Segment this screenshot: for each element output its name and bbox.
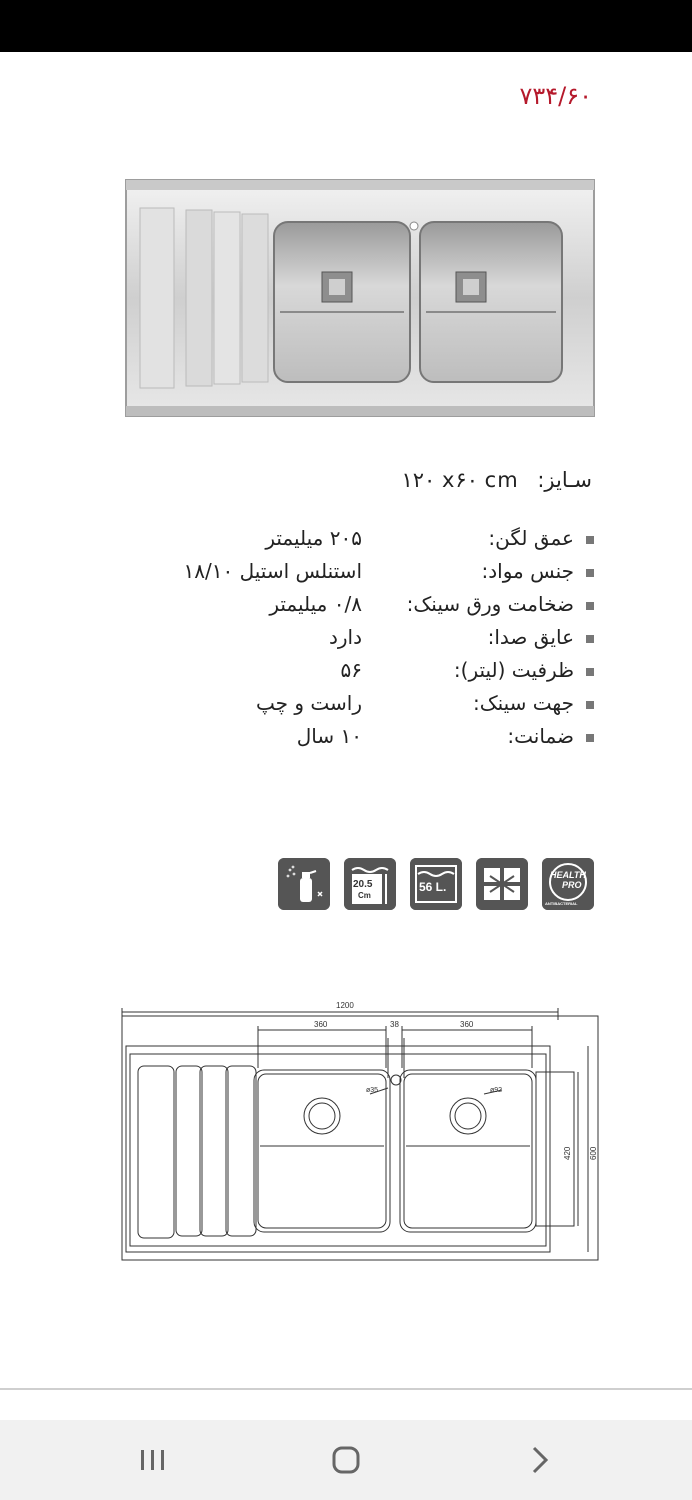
back-icon[interactable] [514, 1442, 564, 1478]
spec-key: ظرفیت (لیتر): [453, 658, 574, 682]
health-pro-icon [542, 858, 594, 910]
spec-value: دارد [328, 625, 362, 649]
dim-bowl-width-2: 360 [460, 1020, 474, 1029]
bullet-icon [586, 536, 594, 544]
spec-row [94, 623, 594, 656]
recent-apps-icon[interactable] [128, 1442, 178, 1478]
status-bar [0, 0, 692, 52]
spec-key: ضمانت: [507, 724, 574, 748]
bullet-icon [586, 602, 594, 610]
spec-row [94, 557, 594, 590]
gift-icon [476, 858, 528, 910]
spec-key: جنس مواد: [481, 559, 574, 583]
spec-value: ۲۰۵ میلیمتر [265, 526, 362, 550]
dim-bowl-width-1: 360 [314, 1020, 328, 1029]
spec-value: استنلس استیل ۱۸/۱۰ [183, 559, 362, 583]
feature-icons [278, 858, 594, 912]
dim-hole-small: ø35 [366, 1087, 379, 1094]
spec-list [94, 524, 594, 755]
navigation-bar [0, 1420, 692, 1500]
capacity-icon [410, 858, 462, 910]
bullet-icon [586, 734, 594, 742]
sink-photo [110, 168, 598, 430]
bullet-icon [586, 635, 594, 643]
spec-key: عمق لگن: [488, 526, 574, 550]
depth-icon [344, 858, 396, 910]
health-line-3: ANTIBACTERIAL [545, 901, 578, 906]
model-code: ۷۳۴/۶۰ [519, 82, 592, 110]
spec-value: ۱۰ سال [296, 724, 362, 748]
health-line-1: HEALTH [550, 870, 586, 880]
depth-value: 20.5 [353, 879, 373, 890]
bullet-icon [586, 569, 594, 577]
spray-bottle-icon [278, 858, 330, 910]
divider [0, 1388, 692, 1390]
bullet-icon [586, 701, 594, 709]
size-row [401, 468, 592, 492]
dim-hole-large: ø92 [490, 1087, 503, 1094]
technical-drawing [118, 998, 602, 1268]
spec-row [94, 656, 594, 689]
dim-overall-depth: 600 [589, 1146, 598, 1160]
spec-row [94, 590, 594, 623]
dim-inner-depth: 420 [563, 1146, 572, 1160]
spec-key: عایق صدا: [487, 625, 574, 649]
spec-row [94, 524, 594, 557]
spec-key: جهت سینک: [472, 691, 574, 715]
size-value: ۱۲۰ x۶۰ cm [401, 468, 519, 492]
dim-overall-width: 1200 [336, 1001, 354, 1010]
spec-value: ۰/۸ میلیمتر [269, 592, 362, 616]
capacity-value: 56 L. [419, 880, 447, 894]
spec-row [94, 722, 594, 755]
spec-key: ضخامت ورق سینک: [406, 592, 574, 616]
spec-value: ۵۶ [340, 658, 362, 682]
size-label: سـایز: [537, 468, 592, 492]
bullet-icon [586, 668, 594, 676]
spec-value: راست و چپ [256, 691, 362, 715]
depth-unit: Cm [358, 891, 371, 900]
health-line-2: PRO [562, 880, 582, 890]
spec-row [94, 689, 594, 722]
home-icon[interactable] [321, 1442, 371, 1478]
dim-gap: 38 [390, 1020, 399, 1029]
